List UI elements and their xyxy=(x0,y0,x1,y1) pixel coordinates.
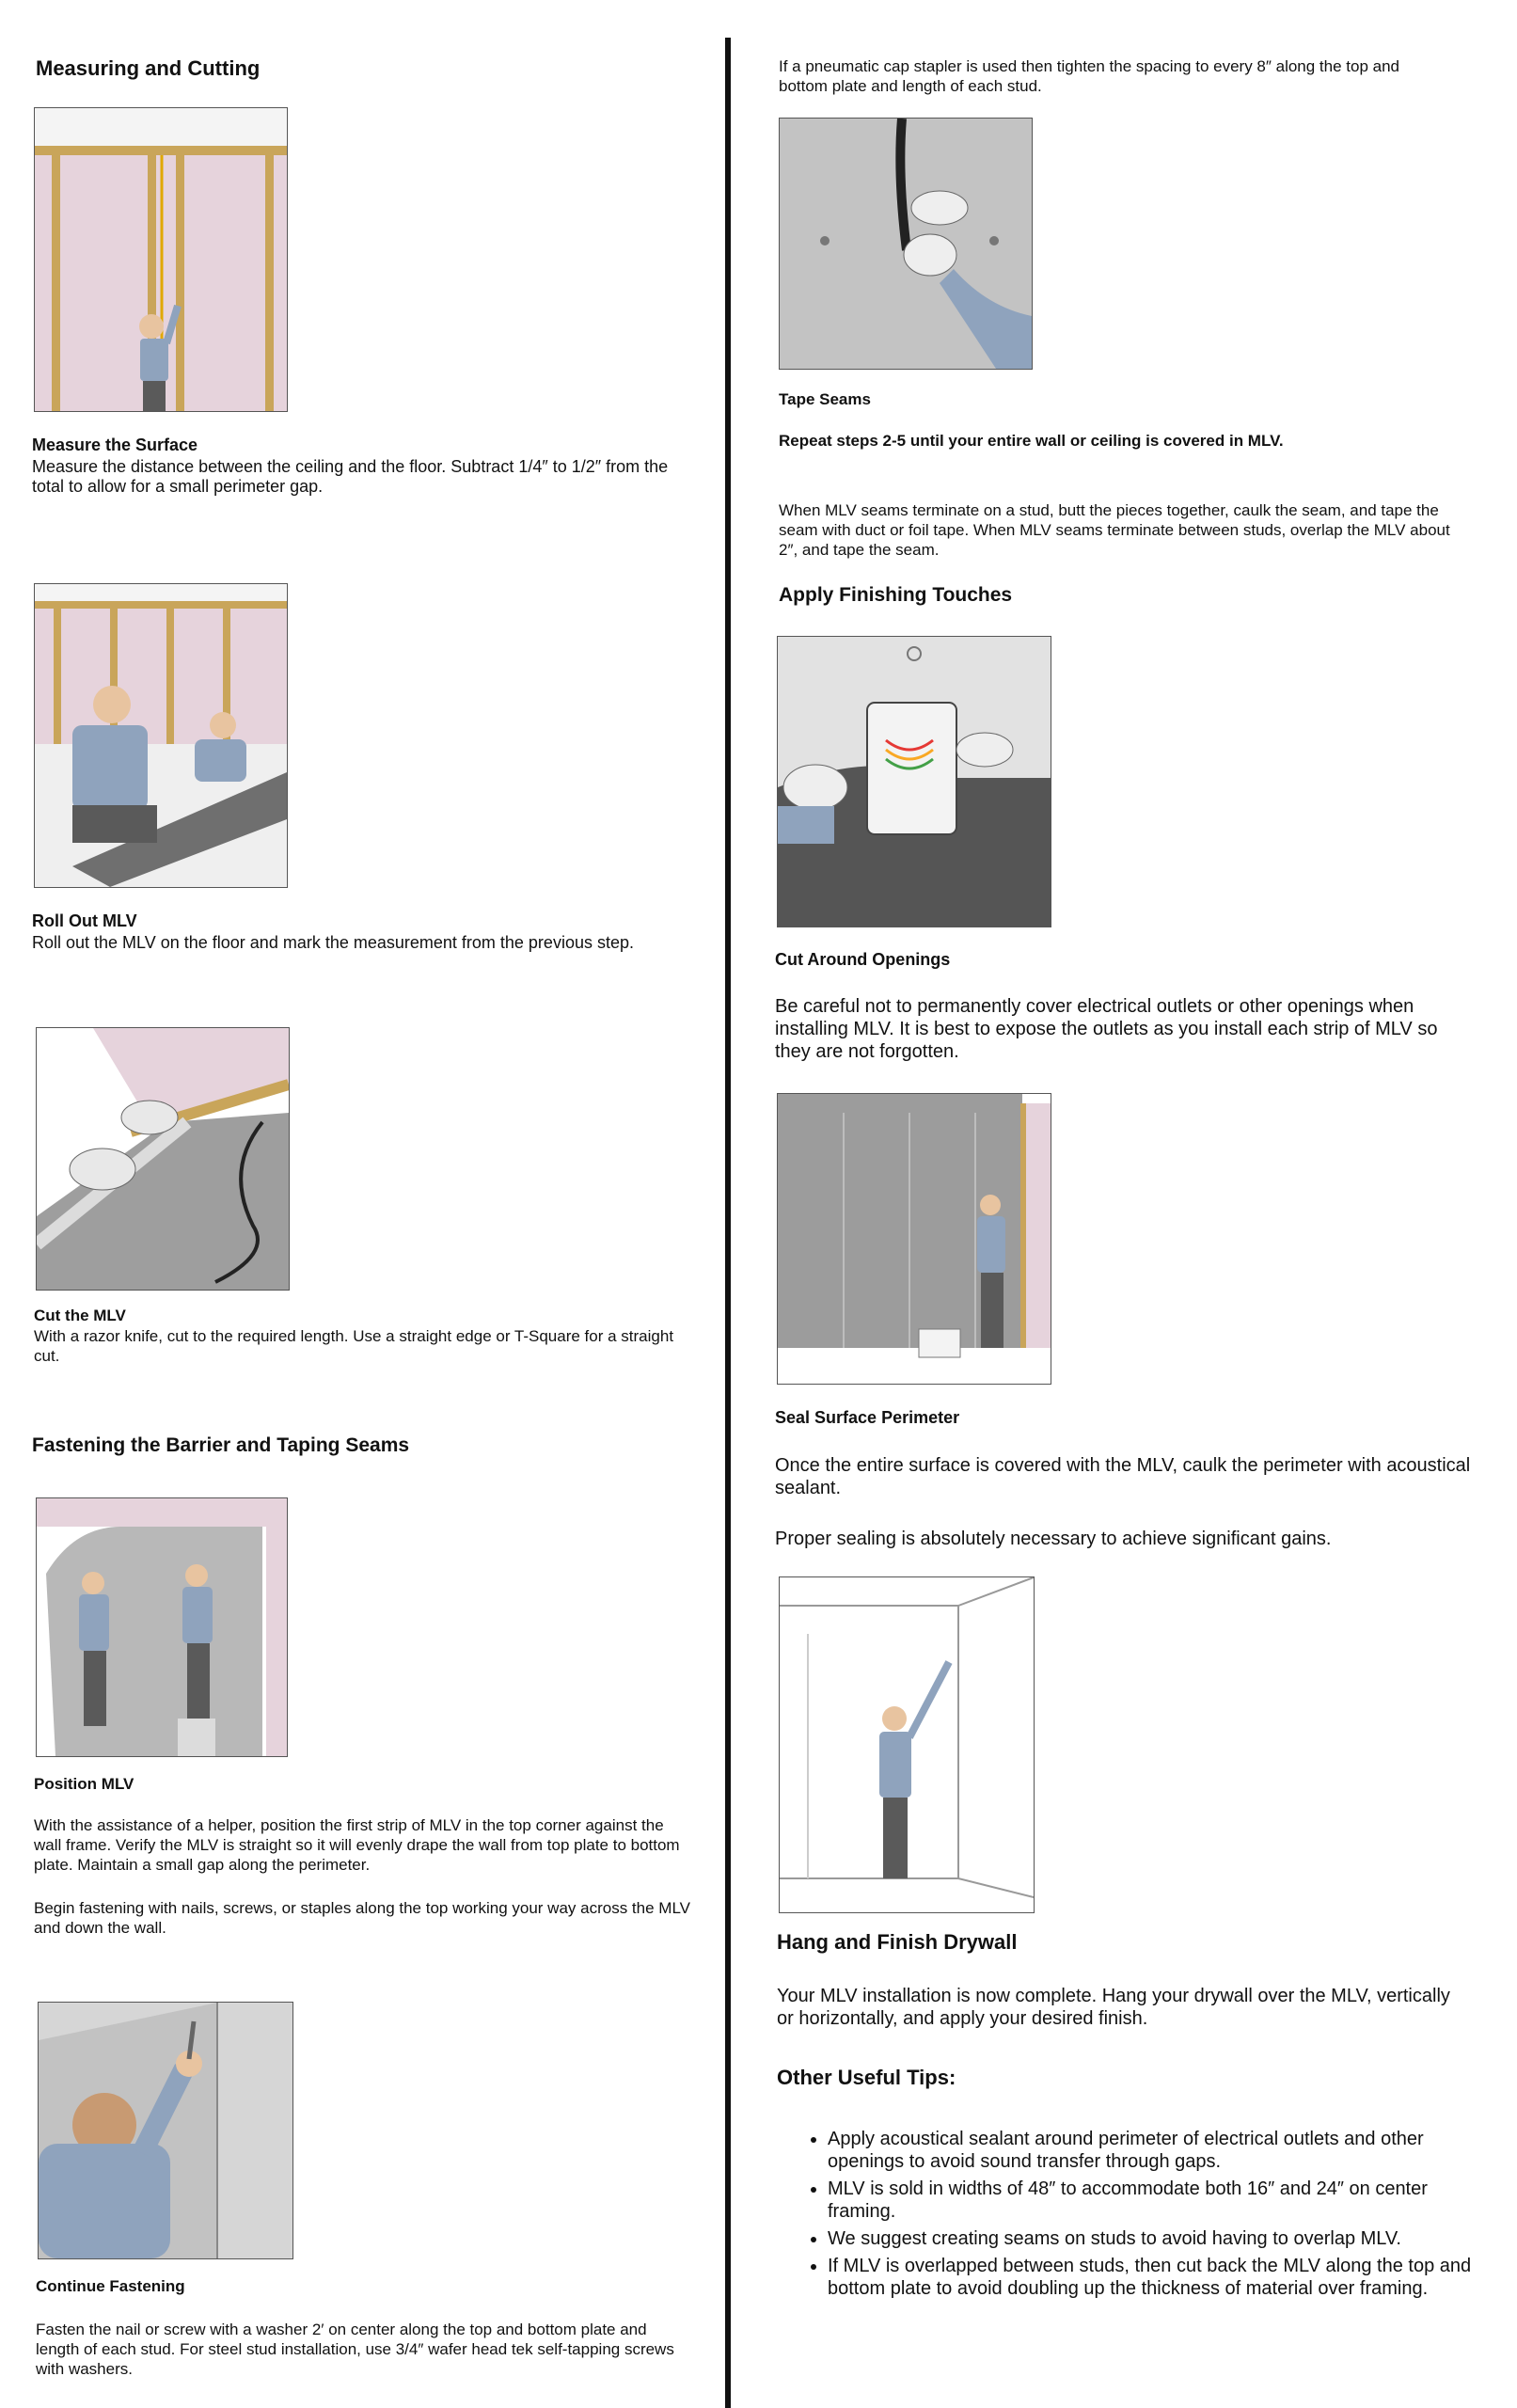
drywall-step-text: Your MLV installation is now complete. Hang your drywall over the MLV, vertically or horizontally, and apply your desired finish. xyxy=(777,1986,1450,2029)
seal-step-title: Seal Surface Perimeter xyxy=(775,1408,960,1427)
measure-step-title: Measure the Surface xyxy=(32,436,198,454)
repeat-steps-text: Repeat steps 2-5 until your entire wall or ceiling is covered in MLV. xyxy=(779,432,1284,450)
cut-step-title: Cut the MLV xyxy=(34,1307,126,1324)
tip-item: • If MLV is overlapped between studs, then cut back the MLV along the top and bottom plate to avoid doubling up the thickness of material over framing. xyxy=(828,2255,1492,2300)
tip-item: • MLV is sold in widths of 48″ to accommodate both 16″ and 24″ on center framing. xyxy=(828,2178,1492,2223)
tape-step-text: When MLV seams terminate on a stud, butt the pieces together, caulk the seam, and tape the seam with duct or foil tape. When MLV seams terminate between studs, overlap the MLV about 2″, and tape the seam. xyxy=(779,501,1450,559)
outlet-illustration xyxy=(777,636,1051,927)
openings-step-title: Cut Around Openings xyxy=(775,950,951,969)
position-step-title: Position MLV xyxy=(34,1775,134,1793)
stapler-text: If a pneumatic cap stapler is used then tighten the spacing to every 8″ along the top and bottom plate and length of each stud. xyxy=(779,57,1400,95)
fastening-heading: Fastening the Barrier and Taping Seams xyxy=(32,1434,410,1456)
continue-step-text: Fasten the nail or screw with a washer 2′ on center along the top and bottom plate and length of each stud. For steel stud installation, use 3/4″ wafer head tek self-tapping screws with washers. xyxy=(36,2321,674,2378)
cut-step-text: With a razor knife, cut to the required length. Use a straight edge or T-Square for a straight cut. xyxy=(34,1327,674,1365)
continue-step-title: Continue Fastening xyxy=(36,2277,185,2295)
tip-item: • Apply acoustical sealant around perimeter of electrical outlets and other openings to avoid sound transfer through gaps. xyxy=(828,2128,1492,2173)
cut-illustration xyxy=(36,1027,290,1291)
finishing-heading: Apply Finishing Touches xyxy=(779,584,1013,606)
tips-heading: Other Useful Tips: xyxy=(777,2066,956,2089)
openings-step-text: Be careful not to permanently cover electrical outlets or other openings when installing MLV. It is best to expose the outlets as you install each strip of MLV so they are not forgotten. xyxy=(775,996,1438,1062)
measuring-cutting-heading: Measuring and Cutting xyxy=(36,56,261,80)
measure-step-text: Measure the distance between the ceiling and the floor. Subtract 1/4″ to 1/2″ from the total to allow for a small perimeter gap. xyxy=(32,457,669,496)
roll-step-title: Roll Out MLV xyxy=(32,911,137,930)
tips-list xyxy=(796,2128,1492,2300)
seal-step-text-1: Once the entire surface is covered with the MLV, caulk the perimeter with acoustical sealant. xyxy=(775,1455,1471,1498)
tip-item: • We suggest creating seams on studs to avoid having to overlap MLV. xyxy=(828,2227,1492,2250)
position-illustration xyxy=(36,1497,288,1757)
seal-illustration xyxy=(777,1093,1051,1385)
tape-illustration xyxy=(779,118,1033,370)
roll-step-text: Roll out the MLV on the floor and mark the measurement from the previous step. xyxy=(32,933,634,952)
measure-illustration xyxy=(34,107,288,412)
drywall-illustration xyxy=(779,1576,1035,1913)
tape-step-title: Tape Seams xyxy=(779,390,871,408)
position-step-text-2: Begin fastening with nails, screws, or staples along the top working your way across the MLV and down the wall. xyxy=(34,1899,690,1937)
seal-step-text-2: Proper sealing is absolutely necessary to achieve significant gains. xyxy=(775,1529,1332,1549)
fasten-illustration xyxy=(38,2002,293,2259)
drywall-step-title: Hang and Finish Drywall xyxy=(777,1930,1018,1954)
position-step-text-1: With the assistance of a helper, position the first strip of MLV in the top corner against the wall frame. Verify the MLV is straight so it will evenly drape the wall from top plate to bottom plate. Maintain a small gap along the perimeter. xyxy=(34,1816,680,1874)
column-divider xyxy=(725,38,731,2408)
tips-list-container xyxy=(796,2128,1492,2305)
roll-illustration xyxy=(34,583,288,888)
